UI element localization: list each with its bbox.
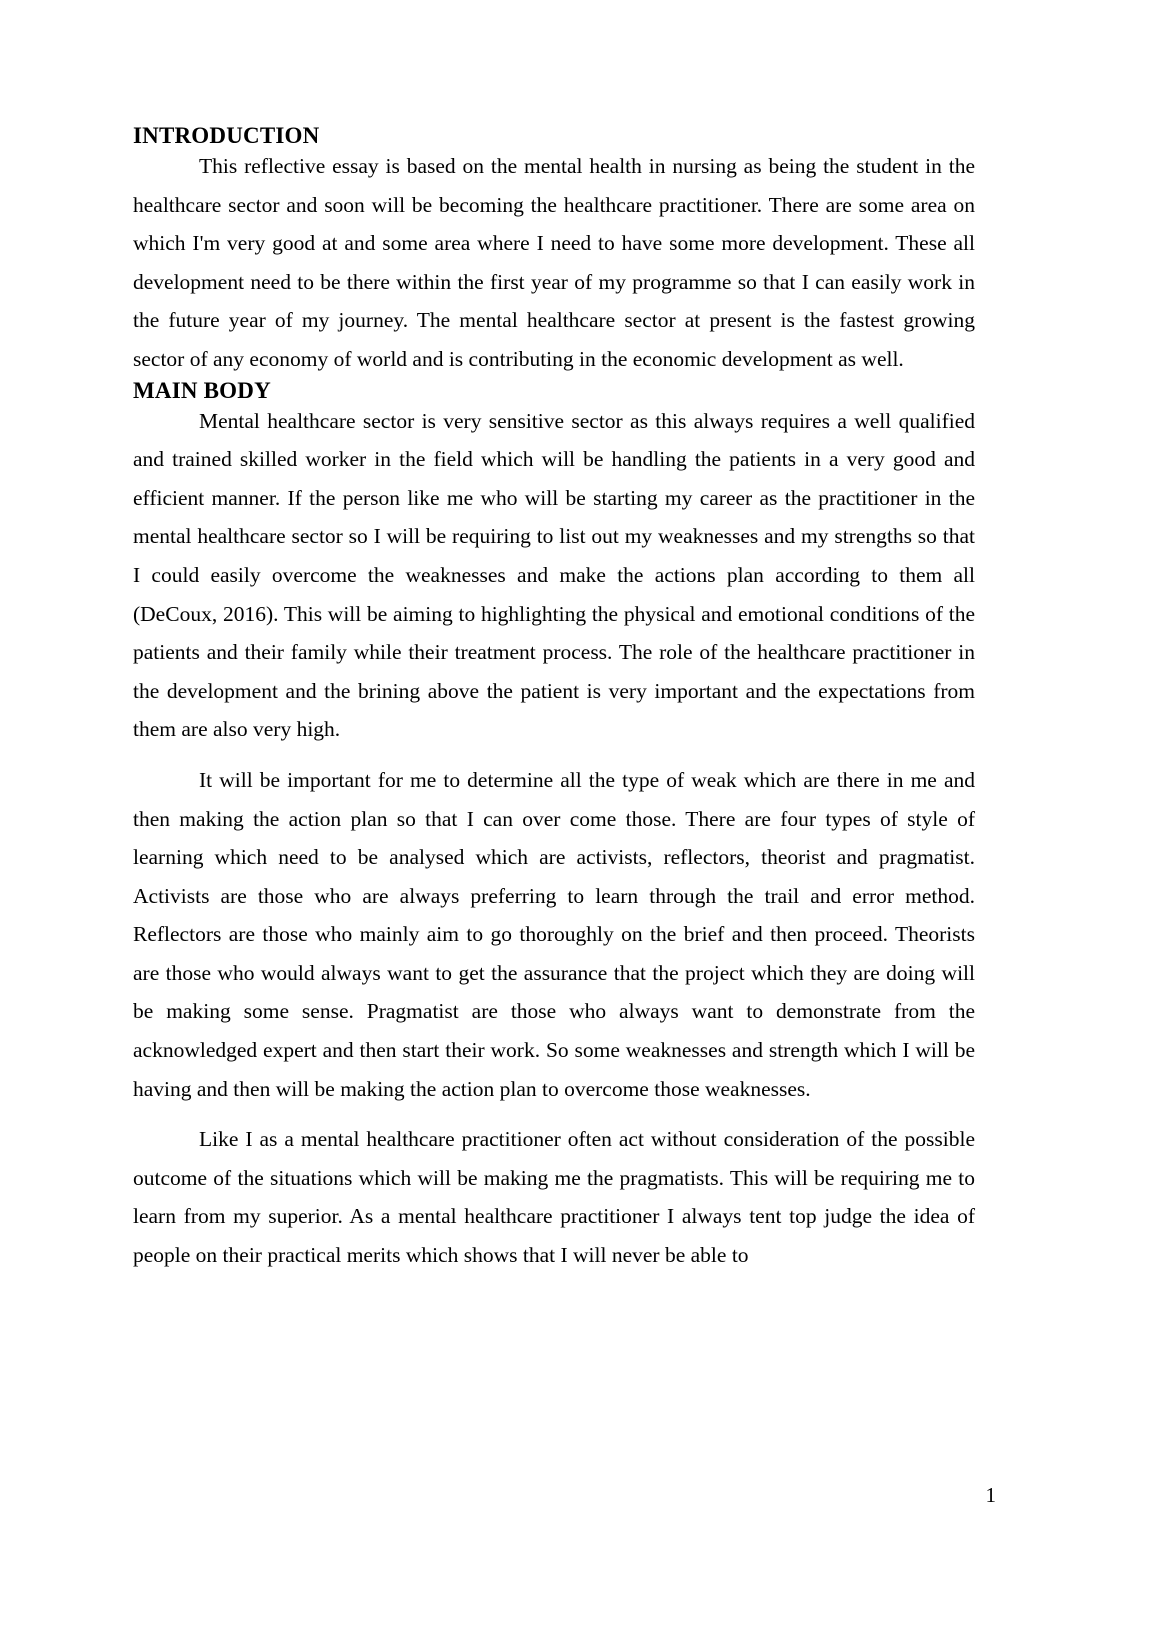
paragraph-main-body-3: Like I as a mental healthcare practitioner often act without consideration of the possible outcome of the situations which will be making me the pragmatists. This will be requiring me to learn from my superior. As a mental healthcare practitioner I always tent top judge the idea of people on their practical merits which shows that I will never be able to (133, 1127, 975, 1268)
page-number: 1 (985, 1483, 996, 1507)
document-body (133, 124, 975, 1275)
paragraph-main-body-1: Mental healthcare sector is very sensitive sector as this always requires a well qualified and trained skilled worker in the field which will be handling the patients in a very good and efficient manner. If the person like me who will be starting my career as the practitioner in the mental healthcare sector so I will be requiring to list out my weaknesses and my strengths so that I could easily overcome the weaknesses and make the actions plan according to them all (DeCoux, 2016). This will be aiming to highlighting the physical and emotional conditions of the patients and their family while their treatment process. The role of the healthcare practitioner in the development and the brining above the patient is very important and the expectations from them are also very high. (133, 408, 975, 742)
paragraph-introduction-1: This reflective essay is based on the mental health in nursing as being the student in the healthcare sector and soon will be becoming the healthcare practitioner. There are some area on which I'm very good at and some area where I need to have some more development. These all development need to be there within the first year of my programme so that I can easily work in the future year of my journey. The mental healthcare sector at present is the fastest growing sector of any economy of world and is contributing in the economic development as well. (133, 154, 975, 371)
section-heading-main-body: MAIN BODY (133, 377, 271, 403)
paragraph-main-body-2: It will be important for me to determine all the type of weak which are there in me and then making the action plan so that I can over come those. There are four types of style of learning which need to be analysed which are activists, reflectors, theorist and pragmatist. Activists are those who are always preferring to learn through the trail and error method. Reflectors are those who mainly aim to go thoroughly on the brief and then proceed. Theorists are those who would always want to get the assurance that the project which they are doing will be making some sense. Pragmatist are those who always want to demonstrate from the acknowledged expert and then start their work. So some weaknesses and strength which I will be having and then will be making the action plan to overcome those weaknesses. (133, 767, 975, 1101)
section-heading-introduction: INTRODUCTION (133, 123, 320, 148)
